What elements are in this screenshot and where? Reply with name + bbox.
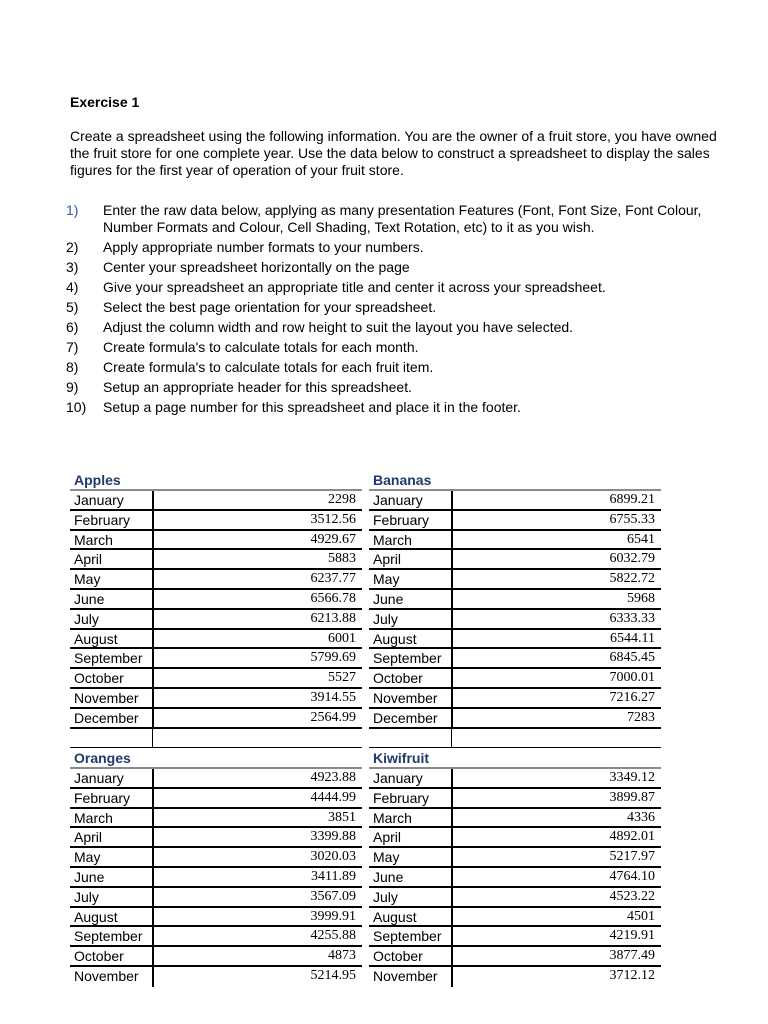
instruction-number: 10) [66, 399, 87, 415]
table-row [70, 848, 362, 868]
month-cell: January [373, 770, 423, 786]
instruction-number: 6) [66, 319, 79, 335]
month-cell: May [74, 571, 101, 588]
sales-value-cell: 7000.01 [451, 669, 661, 687]
table-row [70, 491, 362, 511]
instruction-number: 1) [66, 202, 79, 218]
apples-table [70, 472, 362, 748]
instruction-item [66, 239, 716, 256]
sales-value-cell: 3877.49 [451, 947, 661, 965]
table-row [369, 947, 661, 967]
month-cell: June [373, 590, 404, 607]
table-row [70, 550, 362, 570]
sales-value-cell: 6032.79 [451, 550, 661, 568]
empty-cell [152, 729, 362, 747]
sales-value-cell: 3349.12 [451, 769, 661, 787]
instruction-number: 8) [66, 359, 79, 375]
month-cell: February [373, 789, 430, 806]
instruction-number: 4) [66, 279, 79, 295]
empty-cell [70, 729, 152, 747]
month-cell: March [74, 809, 113, 826]
table-row [70, 689, 362, 709]
table-row [70, 828, 362, 848]
month-cell: June [373, 868, 404, 885]
month-cell: April [373, 551, 402, 568]
sales-value-cell: 6566.78 [152, 590, 362, 608]
instruction-item [66, 319, 716, 336]
table-row [369, 491, 661, 511]
instruction-text: Setup an appropriate header for this spreadsheet. [103, 379, 412, 395]
instruction-item [66, 379, 716, 396]
table-row [70, 590, 362, 610]
sales-value-cell: 2564.99 [152, 709, 362, 727]
instruction-text: Create formula's to calculate totals for each month. [103, 339, 419, 355]
month-cell: August [74, 630, 118, 647]
sales-value-cell: 3999.91 [152, 908, 362, 926]
instruction-item [66, 279, 716, 296]
month-cell: April [74, 551, 103, 568]
month-cell: March [74, 531, 113, 548]
table-row [70, 610, 362, 630]
table-row [70, 511, 362, 531]
sales-value-cell: 7283 [451, 709, 661, 727]
sales-value-cell: 3512.56 [152, 511, 362, 529]
instruction-text: Apply appropriate number formats to your numbers. [103, 239, 424, 255]
sales-value-cell: 4523.22 [451, 888, 661, 906]
sales-value-cell: 5968 [451, 590, 661, 608]
month-cell: November [373, 967, 438, 984]
sales-value-cell: 5883 [152, 550, 362, 568]
instruction-list [66, 202, 716, 419]
sales-value-cell: 5822.72 [451, 570, 661, 588]
sales-value-cell: 5799.69 [152, 649, 362, 667]
oranges-heading [70, 750, 362, 769]
kiwifruit-table [369, 750, 661, 987]
table-row [70, 769, 362, 789]
empty-cell [369, 729, 451, 747]
table-heading-label: Bananas [373, 472, 432, 488]
sales-value-cell: 4255.88 [152, 927, 362, 945]
empty-cell [451, 729, 661, 747]
instruction-text: Give your spreadsheet an appropriate title and center it across your spreadsheet. [103, 279, 606, 295]
sales-value-cell: 4444.99 [152, 789, 362, 807]
instruction-item [66, 299, 716, 316]
month-cell: November [74, 967, 139, 984]
month-cell: December [74, 709, 139, 726]
table-row [369, 511, 661, 531]
month-cell: March [373, 809, 412, 826]
sales-value-cell: 3712.12 [451, 967, 661, 987]
instruction-number: 9) [66, 379, 79, 395]
instruction-number: 3) [66, 259, 79, 275]
sales-value-cell: 4501 [451, 908, 661, 926]
instruction-item [66, 359, 716, 376]
table-row [70, 927, 362, 947]
sales-value-cell: 4219.91 [451, 927, 661, 945]
month-cell: September [373, 928, 442, 945]
table-row [369, 967, 661, 987]
bananas-table [369, 472, 661, 748]
sales-value-cell: 4923.88 [152, 769, 362, 787]
sales-value-cell: 3399.88 [152, 828, 362, 846]
table-row [70, 789, 362, 809]
month-cell: October [74, 948, 124, 965]
sales-value-cell: 3567.09 [152, 888, 362, 906]
table-row [369, 888, 661, 908]
month-cell: February [74, 789, 131, 806]
sales-value-cell: 3851 [152, 809, 362, 827]
table-row [369, 809, 661, 829]
table-row [369, 669, 661, 689]
table-row [70, 649, 362, 669]
table-row [369, 908, 661, 928]
table-row [369, 789, 661, 809]
table-row [369, 630, 661, 650]
sales-value-cell: 6001 [152, 630, 362, 648]
table-row [369, 709, 661, 729]
month-cell: May [74, 849, 101, 866]
month-cell: June [74, 590, 105, 607]
sales-value-cell: 3020.03 [152, 848, 362, 866]
month-cell: January [74, 492, 124, 508]
table-row [70, 809, 362, 829]
sales-value-cell: 4929.67 [152, 531, 362, 549]
apples-heading [70, 472, 362, 491]
sales-value-cell: 4764.10 [451, 868, 661, 886]
page-title: Exercise 1 [70, 94, 140, 110]
table-row [70, 947, 362, 967]
instruction-text: Center your spreadsheet horizontally on the page [103, 259, 410, 275]
sales-value-cell: 6213.88 [152, 610, 362, 628]
kiwifruit-heading [369, 750, 661, 769]
sales-value-cell: 6237.77 [152, 570, 362, 588]
sales-value-cell: 3411.89 [152, 868, 362, 886]
sales-value-cell: 7216.27 [451, 689, 661, 707]
month-cell: February [74, 511, 131, 528]
table-row [70, 709, 362, 729]
month-cell: October [74, 670, 124, 687]
sales-value-cell: 5214.95 [152, 967, 362, 987]
month-cell: August [373, 630, 417, 647]
table-row [369, 550, 661, 570]
instruction-number: 2) [66, 239, 79, 255]
empty-row [70, 729, 362, 748]
table-row [369, 590, 661, 610]
table-row [369, 649, 661, 669]
sales-value-cell: 3899.87 [451, 789, 661, 807]
table-row [70, 630, 362, 650]
instruction-text: Create formula's to calculate totals for each fruit item. [103, 359, 434, 375]
sales-value-cell: 5527 [152, 669, 362, 687]
month-cell: September [74, 928, 143, 945]
table-heading-label: Oranges [74, 750, 131, 766]
sales-value-cell: 4336 [451, 809, 661, 827]
sales-value-cell: 6845.45 [451, 649, 661, 667]
table-row [70, 908, 362, 928]
month-cell: November [74, 689, 139, 706]
month-cell: April [74, 829, 103, 846]
table-row [70, 570, 362, 590]
instruction-number: 7) [66, 339, 79, 355]
month-cell: February [373, 511, 430, 528]
sales-value-cell: 4873 [152, 947, 362, 965]
table-row [70, 967, 362, 987]
sales-value-cell: 4892.01 [451, 828, 661, 846]
sales-value-cell: 3914.55 [152, 689, 362, 707]
instruction-item [66, 399, 716, 416]
table-row [369, 848, 661, 868]
month-cell: September [373, 650, 442, 667]
month-cell: October [373, 670, 423, 687]
sales-value-cell: 6755.33 [451, 511, 661, 529]
table-row [369, 769, 661, 789]
month-cell: August [373, 908, 417, 925]
table-heading-label: Apples [74, 472, 121, 488]
instruction-text: Adjust the column width and row height to suit the layout you have selected. [103, 319, 574, 335]
sales-value-cell: 6333.33 [451, 610, 661, 628]
sales-value-cell: 2298 [152, 491, 362, 509]
month-cell: August [74, 908, 118, 925]
table-row [369, 610, 661, 630]
month-cell: June [74, 868, 105, 885]
table-row [70, 531, 362, 551]
month-cell: April [373, 829, 402, 846]
table-row [369, 689, 661, 709]
sales-value-cell: 6544.11 [451, 630, 661, 648]
table-row [369, 868, 661, 888]
table-row [369, 828, 661, 848]
instruction-text: Enter the raw data below, applying as many presentation Features (Font, Font Size, Font Colour, Number Formats and Colour, Cell Shading, Text Rotation, etc) to it as you wish. [103, 202, 702, 235]
month-cell: December [373, 709, 438, 726]
sales-value-cell: 5217.97 [451, 848, 661, 866]
month-cell: March [373, 531, 412, 548]
month-cell: May [373, 849, 400, 866]
table-row [369, 570, 661, 590]
table-row [369, 927, 661, 947]
month-cell: September [74, 650, 143, 667]
instruction-text: Setup a page number for this spreadsheet and place it in the footer. [103, 399, 521, 415]
month-cell: July [373, 888, 398, 905]
instruction-item [66, 202, 716, 236]
month-cell: January [74, 770, 124, 786]
table-row [70, 868, 362, 888]
month-cell: July [373, 610, 398, 627]
table-row [70, 669, 362, 689]
table-row [369, 531, 661, 551]
instruction-item [66, 259, 716, 276]
month-cell: October [373, 948, 423, 965]
intro-paragraph: Create a spreadsheet using the following information. You are the owner of a fruit store, you have owned the fruit store for one complete year. Use the data below to construct a spreadsheet to display the sales figures for the first year of operation of your fruit store. [70, 128, 717, 178]
bananas-heading [369, 472, 661, 491]
month-cell: November [373, 689, 438, 706]
sales-value-cell: 6541 [451, 531, 661, 549]
instruction-item [66, 339, 716, 356]
month-cell: May [373, 571, 400, 588]
instruction-number: 5) [66, 299, 79, 315]
month-cell: January [373, 492, 423, 508]
table-row [70, 888, 362, 908]
instruction-text: Select the best page orientation for your spreadsheet. [103, 299, 437, 315]
month-cell: July [74, 610, 99, 627]
table-heading-label: Kiwifruit [373, 750, 429, 766]
empty-row [369, 729, 661, 748]
oranges-table [70, 750, 362, 987]
month-cell: July [74, 888, 99, 905]
sales-value-cell: 6899.21 [451, 491, 661, 509]
